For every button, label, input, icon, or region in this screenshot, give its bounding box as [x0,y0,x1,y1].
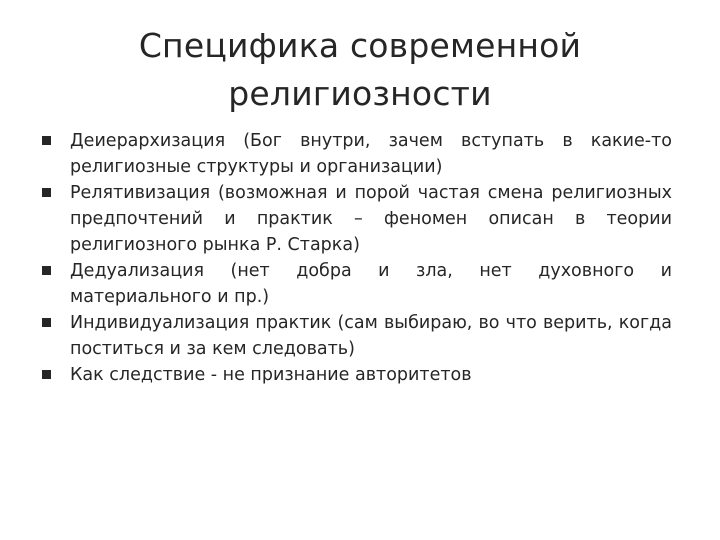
bullet-item-consequence [40,362,672,388]
bullet-list [40,128,672,388]
bullet-text: Индивидуализация практик (сам выбираю, во что верить, когда поститься и за кем следовать) [70,313,672,359]
slide-title [60,22,660,118]
bullet-text: Деиерархизация (Бог внутри, зачем вступать в какие-то религиозные структуры и организации) [70,131,672,177]
bullet-item-individualization [40,310,672,362]
square-bullet-icon [42,188,51,197]
square-bullet-icon [42,136,51,145]
bullet-item-dedualization [40,258,672,310]
bullet-text: Дедуализация (нет добра и зла, нет духовного и материального и пр.) [70,261,672,307]
bullet-item-relativization [40,180,672,258]
bullet-text: Как следствие - не признание авторитетов [70,365,472,385]
bullet-item-deierarchization [40,128,672,180]
square-bullet-icon [42,266,51,275]
square-bullet-icon [42,318,51,327]
slide-title-line-2: религиозности [228,74,492,113]
square-bullet-icon [42,370,51,379]
slide-title-line-1: Специфика современной [138,26,582,65]
bullet-text: Релятивизация (возможная и порой частая смена религиозных предпочтений и практик – феномен описан в теории религиозного рынка Р. Старка) [70,183,672,255]
